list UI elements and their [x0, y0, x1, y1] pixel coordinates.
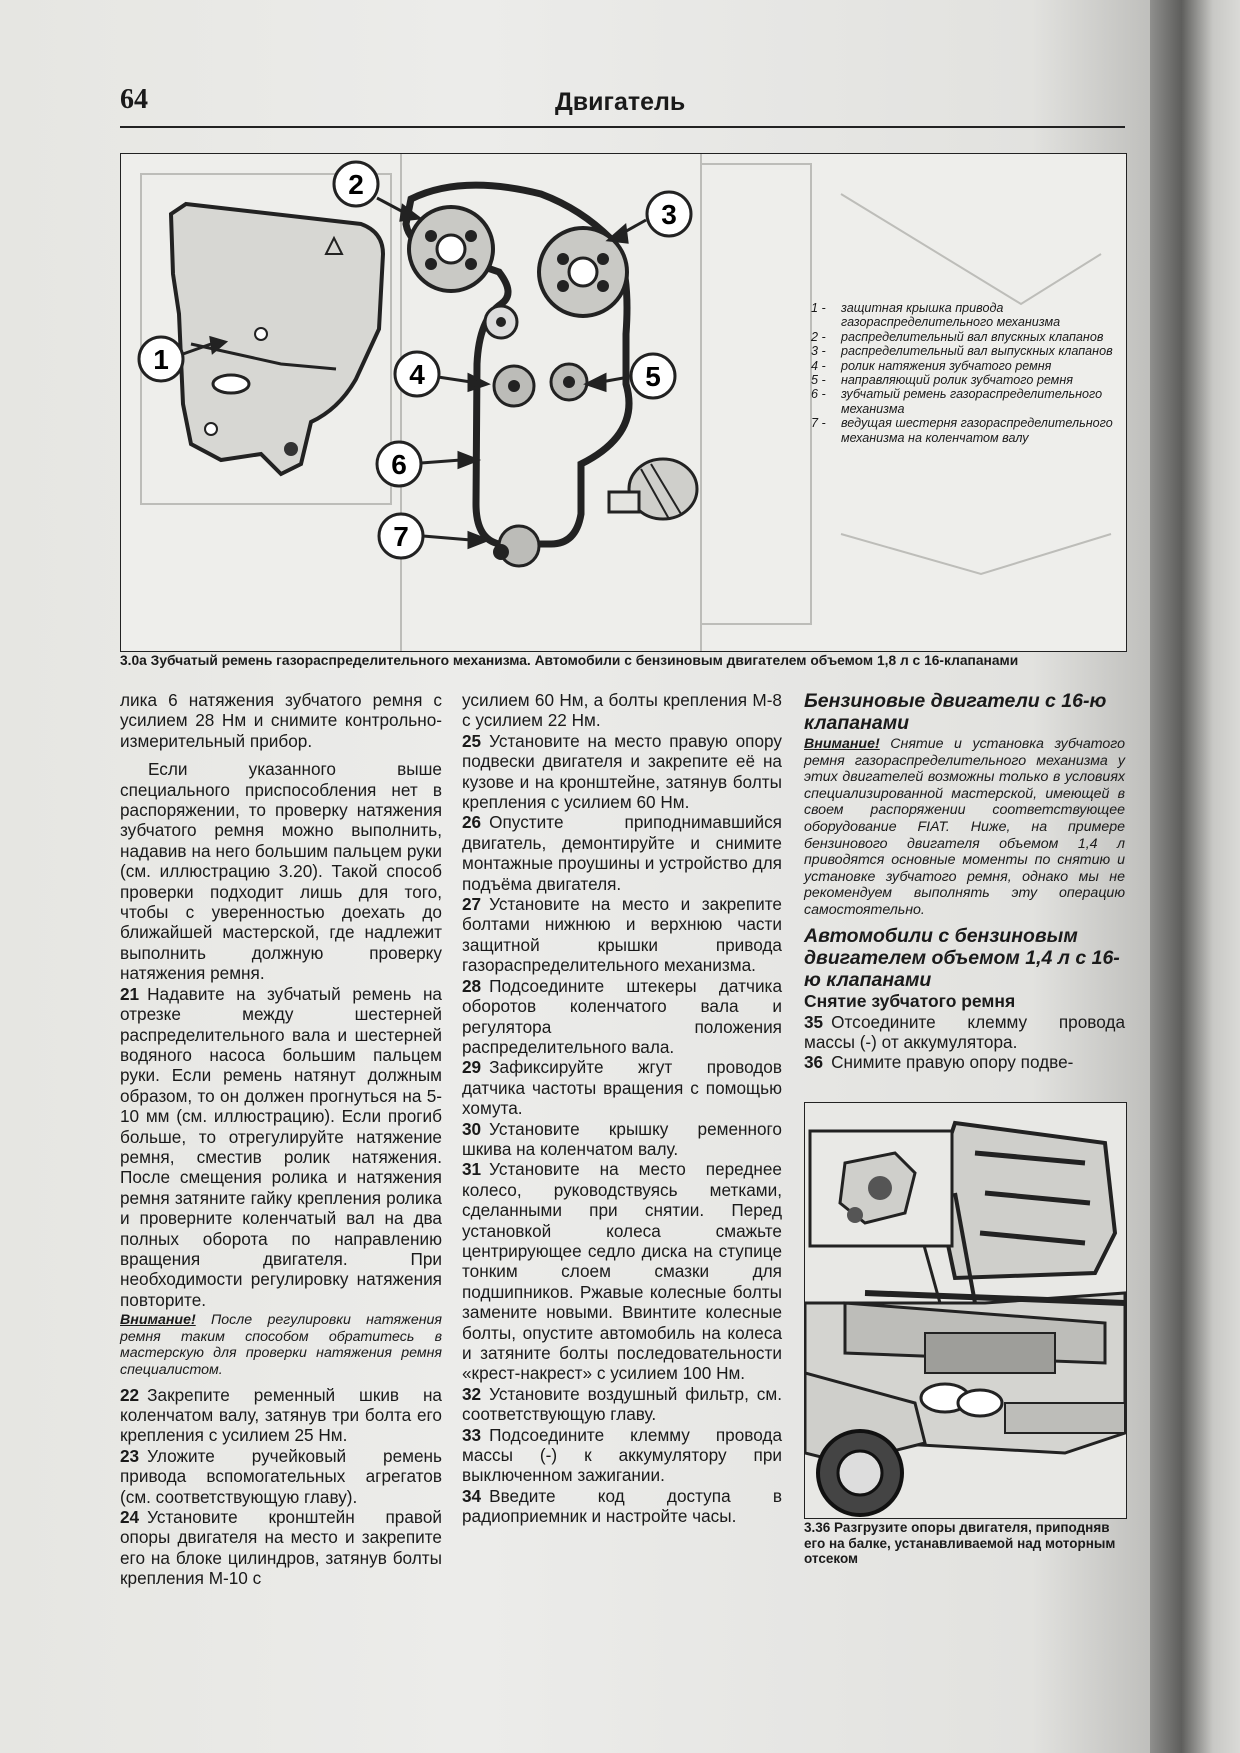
text-column-2 — [462, 690, 782, 1527]
paragraph: Если указанного выше специального приспособления нет в распоряжении, то проверку натяжения зубчатого ремня можно выполнить, надавив на него большим пальцем руки (см. иллюстрацию 3.20). Такой способ проверки подходит лишь для того, чтобы с уверенностью доехать до ближайшей мастерской, где надлежит выполнить должную проверку натяжения ремня. — [120, 759, 442, 984]
legend-item: 6 - зубчатый ремень газораспределительного механизма — [811, 387, 1103, 416]
legend-item: 4 - ролик натяжения зубчатого ремня — [811, 358, 1052, 373]
legend-item: 2 - распределительный вал впускных клапанов — [811, 329, 1104, 344]
step-30: 30 Установите крышку ременного шкива на коленчатом валу. — [462, 1118, 782, 1159]
section-heading: Бензиновые двигатели с 16-ю клапанами — [804, 690, 1107, 734]
section-heading: Автомобили с бензиновым двигателем объемом 1,4 л с 16-ю клапанами — [804, 924, 1120, 991]
car-engine-bay-illustration — [805, 1103, 1126, 1518]
step-23: 23 Уложите ручейковый ремень привода вспомогательных агрегатов (см. соответствующую главу). — [120, 1445, 442, 1507]
paragraph: усилием 60 Нм, а болты крепления М-8 с усилием 22 Нм. — [462, 690, 782, 731]
step-26: 26 Опустите приподнимавшийся двигатель, демонтируйте и снимите монтажные проушины и устройство для подъёма двигателя. — [462, 812, 782, 894]
step-22: 22 Закрепите ременный шкив на коленчатом валу, затянув три болта его крепления с усилием 25 Нм. — [120, 1384, 442, 1446]
callout-1: 1 — [153, 344, 169, 375]
crankshaft-hub — [609, 459, 697, 519]
step-36: 36 Снимите правую опору подве- — [804, 1052, 1074, 1073]
warning-note: Внимание! Снятие и установка зубчатого ремня газораспределительного механизма у этих двигателей возможны только в условиях специализированной мастерской, имеющей в своем распоряжении соответствующее оборудование FIAT. Ниже, на примере бензинового двигателя объемом 1,4 л приводятся основные моменты по снятию и установке зубчатого ремня, однако мы не рекомендуем выполнять эту операцию самостоятельно. — [804, 736, 1125, 918]
legend-item: 3 - распределительный вал выпускных клапанов — [811, 344, 1113, 359]
step-32: 32 Установите воздушный фильтр, см. соответствующую главу. — [462, 1383, 782, 1425]
photo-caption: 3.36 Разгрузите опоры двигателя, приподняв его на балке, устанавливаемой над моторным отсеком — [804, 1520, 1116, 1567]
legend-item: 7 - ведущая шестерня газораспределительного механизма на коленчатом валу — [811, 416, 1113, 445]
page-number: 64 — [120, 84, 148, 115]
tensioner-roller — [494, 366, 534, 406]
step-33: 33 Подсоедините клемму провода массы (-) к аккумулятору при выключенном зажигании. — [462, 1424, 782, 1486]
page-header — [120, 84, 1125, 128]
callout-6: 6 — [391, 449, 407, 480]
page-title: Двигатель — [555, 88, 686, 116]
text-column-3 — [804, 690, 1125, 1073]
book-spine-shadow — [1150, 0, 1240, 1753]
timing-belt-figure — [120, 153, 1127, 652]
step-35: 35 Отсоедините клемму провода массы (-) от аккумулятора. — [804, 1011, 1125, 1052]
step-28: 28 Подсоедините штекеры датчика оборотов коленчатого вала и регулятора положения распределительного вала. — [462, 975, 782, 1057]
step-24: 24 Установите кронштейн правой опоры двигателя на место и закрепите его на блоке цилиндров, затянув болты крепления М-10 с — [120, 1507, 442, 1589]
guide-roller — [551, 364, 587, 400]
subsection-heading: Снятие зубчатого ремня — [804, 990, 1016, 1011]
figure-caption: 3.0а Зубчатый ремень газораспределительного механизма. Автомобили с бензиновым двигателем объемом 1,8 л с 16-клапанами — [120, 653, 1019, 668]
legend-item: 5 - направляющий ролик зубчатого ремня — [811, 373, 1073, 388]
callout-7: 7 — [393, 521, 409, 552]
warning-note: Внимание! После регулировки натяжения ремня таким способом обратитесь в мастерскую для проверки натяжения ремня специалистом. — [120, 1312, 442, 1378]
crankshaft-sprocket — [493, 526, 539, 566]
step-27: 27 Установите на место и закрепите болтами нижнюю и верхнюю части защитной крышки привода газораспределительного механизма. — [462, 894, 782, 976]
callout-5: 5 — [645, 361, 661, 392]
callout-2: 2 — [348, 169, 364, 200]
protective-cover-shape — [171, 204, 383, 474]
step-31: 31 Установите на место переднее колесо, руководствуясь метками, сделанными при снятии. Перед установкой колеса смажьте центрирующее седло диска на ступице тонким слоем смазки для подшипников. Ржавые колесные болты замените новыми. Ввинтите колесные болты, опустите автомобиль на колеса и затяните болты последовательности «крест-накрест» с усилием 100 Нм. — [462, 1159, 782, 1384]
step-25: 25 Установите на место правую опору подвески двигателя и закрепите её на кузове и на кронштейне, затянув болты крепления с усилием 60 Нм. — [462, 730, 782, 813]
engine-bay-photo — [804, 1102, 1127, 1519]
text-column-1 — [120, 690, 442, 1589]
water-pump-pulley — [485, 306, 517, 338]
figure-legend — [811, 301, 1126, 445]
paragraph: лика 6 натяжения зубчатого ремня с усилием 28 Нм и снимите контрольно-измерительный прибор. — [120, 690, 442, 751]
callout-3: 3 — [661, 199, 677, 230]
step-34: 34 Введите код доступа в радиоприемник и настройте часы. — [462, 1485, 782, 1527]
intake-camshaft-pulley — [409, 207, 493, 291]
callout-4: 4 — [409, 359, 425, 390]
legend-item: 1 - защитная крышка привода газораспределительного механизма — [811, 301, 1061, 330]
step-29: 29 Зафиксируйте жгут проводов датчика частоты вращения с помощью хомута. — [462, 1057, 782, 1119]
step-21: 21 Надавите на зубчатый ремень на отрезке между шестерней распределительного вала и шестерней водяного насоса большим пальцем руки. Если ремень натянут должным образом, то он должен прогнуться на 5-10 мм (см. иллюстрацию). Если прогиб больше, то отрегулируйте натяжение ремня, сместив ролик натяжения. После смещения ролика и натяжения ремня затяните гайку крепления ролика и проверните коленчатый вал на два полных оборота по направлению вращения двигателя. При необходимости регулировку натяжения повторите. — [120, 983, 442, 1310]
